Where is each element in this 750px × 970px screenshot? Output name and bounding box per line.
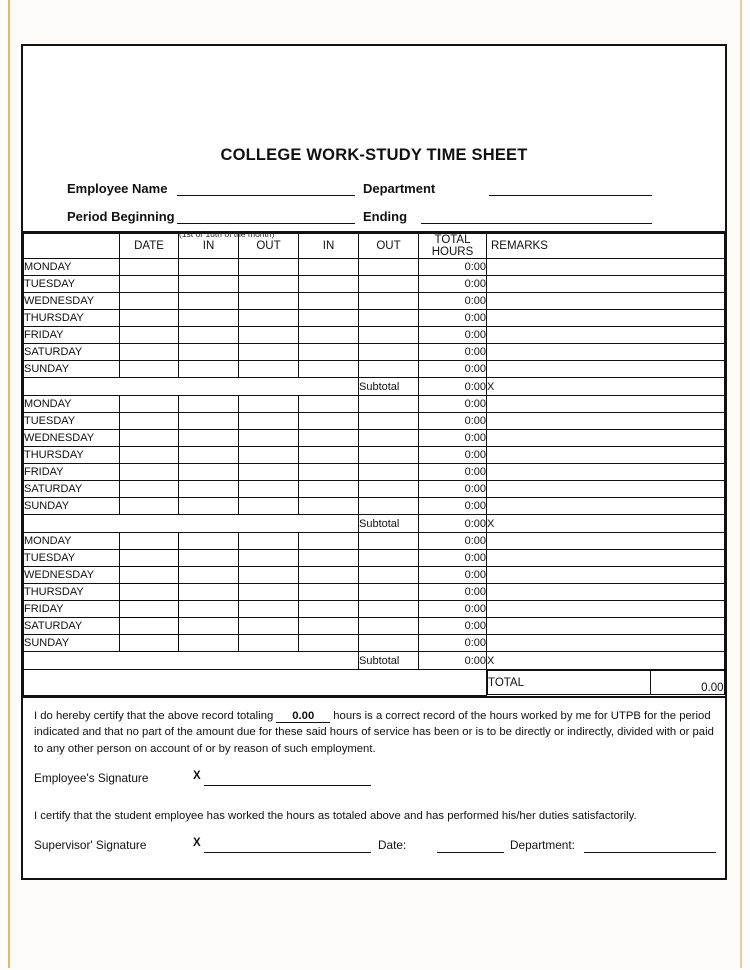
cell-out-1[interactable] [239, 361, 299, 378]
cell-remarks[interactable] [487, 447, 725, 464]
cell-date[interactable] [120, 447, 179, 464]
cell-out-1[interactable] [239, 601, 299, 618]
cell-in-2[interactable] [299, 344, 359, 361]
grand-total-container [487, 670, 725, 696]
supervisor-department-input[interactable] [584, 837, 716, 853]
supervisor-department-label: Department: [510, 838, 575, 852]
cell-out-2[interactable] [359, 276, 419, 293]
row-day-label: MONDAY [24, 533, 120, 550]
cell-remarks[interactable] [487, 550, 725, 567]
cell-date[interactable] [120, 601, 179, 618]
employee-signature-x-marker: X [193, 770, 201, 782]
table-row [24, 498, 725, 515]
table-row [24, 327, 725, 344]
supervisor-signature-label: Supervisor' Signature [34, 838, 147, 852]
col-header-date: DATE [120, 234, 179, 259]
cell-in-2[interactable] [299, 361, 359, 378]
cell-remarks[interactable] [487, 567, 725, 584]
cell-date[interactable] [120, 259, 179, 276]
cell-total-hours: 0:00 [419, 601, 487, 618]
period-hint-text: (1st or 16th of the month) [179, 229, 275, 239]
header-field-row-1 [23, 178, 725, 202]
cell-in-1[interactable] [179, 635, 239, 652]
cell-in-1[interactable] [179, 601, 239, 618]
col-header-in-1: IN [179, 234, 239, 259]
subtotal-row [24, 652, 725, 670]
col-header-in-2: IN [299, 234, 359, 259]
cell-in-1[interactable] [179, 276, 239, 293]
cell-total-hours: 0:00 [419, 413, 487, 430]
cell-date[interactable] [120, 567, 179, 584]
cell-date[interactable] [120, 464, 179, 481]
cell-remarks[interactable] [487, 430, 725, 447]
cell-in-2[interactable] [299, 550, 359, 567]
grid-header [24, 234, 725, 259]
cell-in-1[interactable] [179, 567, 239, 584]
cell-remarks[interactable] [487, 259, 725, 276]
cell-in-2[interactable] [299, 635, 359, 652]
employee-name-label: Employee Name [67, 181, 168, 196]
cell-out-1[interactable] [239, 584, 299, 601]
cell-total-hours: 0:00 [419, 344, 487, 361]
cell-date[interactable] [120, 310, 179, 327]
cell-remarks[interactable] [487, 310, 725, 327]
cell-in-2[interactable] [299, 618, 359, 635]
employee-signature-label: Employee's Signature [34, 771, 149, 785]
cell-out-1[interactable] [239, 259, 299, 276]
cell-out-2[interactable] [359, 327, 419, 344]
cell-remarks[interactable] [487, 618, 725, 635]
cell-in-1[interactable] [179, 447, 239, 464]
supervisor-signature-input[interactable] [204, 837, 371, 853]
cell-date[interactable] [120, 584, 179, 601]
cert-text-part-1: I do hereby certify that the above record totaling [34, 709, 274, 722]
col-header-out-1: OUT [239, 234, 299, 259]
cell-in-2[interactable] [299, 310, 359, 327]
cell-total-hours: 0:00 [419, 310, 487, 327]
cell-remarks[interactable] [487, 533, 725, 550]
cell-in-1[interactable] [179, 413, 239, 430]
cell-in-1[interactable] [179, 310, 239, 327]
cell-in-1[interactable] [179, 396, 239, 413]
row-day-label: TUESDAY [24, 550, 120, 567]
ending-label: Ending [363, 209, 408, 224]
subtotal-label: Subtotal [359, 378, 419, 396]
cell-in-1[interactable] [179, 550, 239, 567]
cell-date[interactable] [120, 293, 179, 310]
timesheet-form [21, 44, 727, 880]
cell-out-2[interactable] [359, 344, 419, 361]
cell-in-2[interactable] [299, 533, 359, 550]
cell-in-1[interactable] [179, 293, 239, 310]
cell-out-2[interactable] [359, 413, 419, 430]
cell-in-1[interactable] [179, 481, 239, 498]
supervisor-signature-row [34, 835, 714, 861]
cell-out-1[interactable] [239, 293, 299, 310]
table-row [24, 430, 725, 447]
table-row [24, 601, 725, 618]
cell-out-2[interactable] [359, 464, 419, 481]
total-hours-line-1: TOTAL [434, 234, 471, 246]
row-day-label: THURSDAY [24, 584, 120, 601]
row-day-label: THURSDAY [24, 310, 120, 327]
cell-remarks[interactable] [487, 276, 725, 293]
row-day-label: MONDAY [24, 259, 120, 276]
row-day-label: WEDNESDAY [24, 293, 120, 310]
employee-name-input[interactable] [177, 178, 355, 196]
cell-remarks[interactable] [487, 635, 725, 652]
cert-text-part-2: hours is a correct record of the hours worked by me for UTPB for the period indicated and that no part of the amount due for these said hours of service has been or is to be directly or indirectly, divided with or paid to any other person on account of or by reason of such employment. [34, 709, 714, 755]
timesheet-grid [23, 233, 725, 696]
cell-remarks[interactable] [487, 413, 725, 430]
supervisor-signature-x-marker: X [193, 837, 201, 849]
subtotal-value: 0:00 [419, 378, 487, 396]
subtotal-value: 0:00 [419, 515, 487, 533]
col-header-day [24, 234, 120, 259]
cell-date[interactable] [120, 276, 179, 293]
cell-in-2[interactable] [299, 327, 359, 344]
header-field-row-2 [23, 206, 725, 230]
subtotal-x-marker: X [487, 515, 725, 533]
cell-out-2[interactable] [359, 481, 419, 498]
employee-signature-row [34, 768, 714, 794]
cell-in-2[interactable] [299, 584, 359, 601]
cell-in-2[interactable] [299, 293, 359, 310]
period-beginning-input[interactable] [177, 206, 355, 224]
cell-in-2[interactable] [299, 601, 359, 618]
cell-in-2[interactable] [299, 447, 359, 464]
grand-total-spacer [24, 670, 487, 696]
cell-date[interactable] [120, 498, 179, 515]
subtotal-spacer [24, 652, 359, 670]
certification-block [23, 696, 725, 862]
employee-certification-text [34, 708, 714, 758]
cell-in-2[interactable] [299, 430, 359, 447]
cell-total-hours: 0:00 [419, 567, 487, 584]
table-row [24, 413, 725, 430]
cell-date[interactable] [120, 344, 179, 361]
cell-in-1[interactable] [179, 533, 239, 550]
subtotal-spacer [24, 515, 359, 533]
table-row [24, 447, 725, 464]
table-row [24, 259, 725, 276]
cell-total-hours: 0:00 [419, 447, 487, 464]
cell-out-1[interactable] [239, 344, 299, 361]
cell-out-1[interactable] [239, 396, 299, 413]
cell-total-hours: 0:00 [419, 276, 487, 293]
table-row [24, 635, 725, 652]
subtotal-label: Subtotal [359, 515, 419, 533]
cell-total-hours: 0:00 [419, 293, 487, 310]
subtotal-value: 0:00 [419, 652, 487, 670]
cell-out-2[interactable] [359, 361, 419, 378]
cell-out-2[interactable] [359, 396, 419, 413]
table-row [24, 276, 725, 293]
cell-total-hours: 0:00 [419, 327, 487, 344]
supervisor-date-input[interactable] [437, 837, 504, 853]
table-row [24, 567, 725, 584]
supervisor-date-label: Date: [378, 838, 407, 852]
grand-total-label: TOTAL [488, 671, 651, 695]
row-day-label: SUNDAY [24, 635, 120, 652]
cell-out-1[interactable] [239, 533, 299, 550]
row-day-label: SUNDAY [24, 361, 120, 378]
table-row [24, 618, 725, 635]
employee-signature-input[interactable] [204, 770, 371, 786]
row-day-label: WEDNESDAY [24, 430, 120, 447]
row-day-label: SATURDAY [24, 618, 120, 635]
cell-in-2[interactable] [299, 276, 359, 293]
cell-out-1[interactable] [239, 327, 299, 344]
cell-out-1[interactable] [239, 498, 299, 515]
table-row [24, 481, 725, 498]
cell-remarks[interactable] [487, 498, 725, 515]
cell-remarks[interactable] [487, 327, 725, 344]
cell-in-2[interactable] [299, 567, 359, 584]
row-day-label: THURSDAY [24, 447, 120, 464]
cell-in-2[interactable] [299, 464, 359, 481]
cell-out-1[interactable] [239, 464, 299, 481]
cell-total-hours: 0:00 [419, 584, 487, 601]
cell-date[interactable] [120, 635, 179, 652]
cell-in-1[interactable] [179, 327, 239, 344]
supervisor-certification-text: I certify that the student employee has worked the hours as totaled above and has performed his/her duties satisfactorily. [34, 810, 637, 822]
cell-date[interactable] [120, 413, 179, 430]
table-row [24, 550, 725, 567]
cell-remarks[interactable] [487, 396, 725, 413]
grid-body [24, 259, 725, 696]
cell-in-1[interactable] [179, 259, 239, 276]
table-row [24, 464, 725, 481]
cell-out-2[interactable] [359, 584, 419, 601]
col-header-remarks: REMARKS [487, 234, 725, 259]
row-day-label: WEDNESDAY [24, 567, 120, 584]
period-beginning-label: Period Beginning [67, 209, 175, 224]
cell-out-2[interactable] [359, 447, 419, 464]
total-hours-line-2: HOURS [431, 246, 474, 258]
cell-in-2[interactable] [299, 481, 359, 498]
cell-remarks[interactable] [487, 361, 725, 378]
department-label: Department [363, 181, 436, 196]
row-day-label: FRIDAY [24, 464, 120, 481]
cell-in-2[interactable] [299, 259, 359, 276]
table-row [24, 293, 725, 310]
row-day-label: MONDAY [24, 396, 120, 413]
subtotal-label: Subtotal [359, 652, 419, 670]
cell-out-2[interactable] [359, 293, 419, 310]
row-day-label: TUESDAY [24, 413, 120, 430]
cell-in-1[interactable] [179, 361, 239, 378]
cell-date[interactable] [120, 533, 179, 550]
cert-hours-field[interactable]: 0.00 [276, 710, 330, 723]
cell-in-2[interactable] [299, 413, 359, 430]
cell-date[interactable] [120, 550, 179, 567]
cell-in-1[interactable] [179, 498, 239, 515]
cell-out-1[interactable] [239, 310, 299, 327]
subtotal-x-marker: X [487, 378, 725, 396]
cell-out-2[interactable] [359, 618, 419, 635]
row-day-label: SUNDAY [24, 498, 120, 515]
table-row [24, 361, 725, 378]
cell-out-1[interactable] [239, 413, 299, 430]
cell-remarks[interactable] [487, 481, 725, 498]
row-day-label: FRIDAY [24, 601, 120, 618]
table-row [24, 584, 725, 601]
cell-total-hours: 0:00 [419, 396, 487, 413]
cell-out-2[interactable] [359, 550, 419, 567]
cell-in-1[interactable] [179, 344, 239, 361]
cell-date[interactable] [120, 430, 179, 447]
cell-out-1[interactable] [239, 430, 299, 447]
table-row [24, 344, 725, 361]
cell-date[interactable] [120, 361, 179, 378]
cell-date[interactable] [120, 327, 179, 344]
cell-out-2[interactable] [359, 635, 419, 652]
cell-total-hours: 0:00 [419, 464, 487, 481]
cell-out-2[interactable] [359, 498, 419, 515]
cell-date[interactable] [120, 618, 179, 635]
grand-total-row [24, 670, 725, 696]
cell-out-1[interactable] [239, 276, 299, 293]
col-header-out-2: OUT [359, 234, 419, 259]
cell-remarks[interactable] [487, 464, 725, 481]
cell-date[interactable] [120, 481, 179, 498]
cell-out-1[interactable] [239, 447, 299, 464]
cell-out-2[interactable] [359, 601, 419, 618]
cell-out-1[interactable] [239, 550, 299, 567]
grid-header-row [24, 234, 725, 259]
cell-out-1[interactable] [239, 567, 299, 584]
cell-out-1[interactable] [239, 481, 299, 498]
cell-total-hours: 0:00 [419, 481, 487, 498]
cell-remarks[interactable] [487, 601, 725, 618]
row-day-label: SATURDAY [24, 344, 120, 361]
cell-total-hours: 0:00 [419, 618, 487, 635]
cell-out-1[interactable] [239, 635, 299, 652]
subtotal-row [24, 378, 725, 396]
page-title: COLLEGE WORK-STUDY TIME SHEET [220, 146, 528, 164]
cell-remarks[interactable] [487, 293, 725, 310]
table-row [24, 396, 725, 413]
cell-out-2[interactable] [359, 310, 419, 327]
cell-out-1[interactable] [239, 618, 299, 635]
department-input[interactable] [489, 178, 652, 196]
cell-in-1[interactable] [179, 618, 239, 635]
table-row [24, 310, 725, 327]
cell-out-2[interactable] [359, 430, 419, 447]
cell-out-2[interactable] [359, 533, 419, 550]
cell-in-1[interactable] [179, 430, 239, 447]
cell-total-hours: 0:00 [419, 550, 487, 567]
cell-remarks[interactable] [487, 344, 725, 361]
row-day-label: TUESDAY [24, 276, 120, 293]
cell-total-hours: 0:00 [419, 361, 487, 378]
subtotal-x-marker: X [487, 652, 725, 670]
cell-in-1[interactable] [179, 464, 239, 481]
table-row [24, 533, 725, 550]
ending-input[interactable] [421, 206, 652, 224]
cell-out-2[interactable] [359, 259, 419, 276]
form-header [23, 46, 725, 239]
grand-total-value: 0.00 [651, 671, 725, 695]
cell-in-2[interactable] [299, 498, 359, 515]
cell-remarks[interactable] [487, 584, 725, 601]
cell-date[interactable] [120, 396, 179, 413]
row-day-label: SATURDAY [24, 481, 120, 498]
col-header-total-hours [419, 234, 487, 259]
cell-out-2[interactable] [359, 567, 419, 584]
subtotal-spacer [24, 378, 359, 396]
cell-total-hours: 0:00 [419, 430, 487, 447]
subtotal-row [24, 515, 725, 533]
cell-total-hours: 0:00 [419, 259, 487, 276]
cell-total-hours: 0:00 [419, 635, 487, 652]
cell-total-hours: 0:00 [419, 498, 487, 515]
row-day-label: FRIDAY [24, 327, 120, 344]
cell-total-hours: 0:00 [419, 533, 487, 550]
cell-in-1[interactable] [179, 584, 239, 601]
cell-in-2[interactable] [299, 396, 359, 413]
